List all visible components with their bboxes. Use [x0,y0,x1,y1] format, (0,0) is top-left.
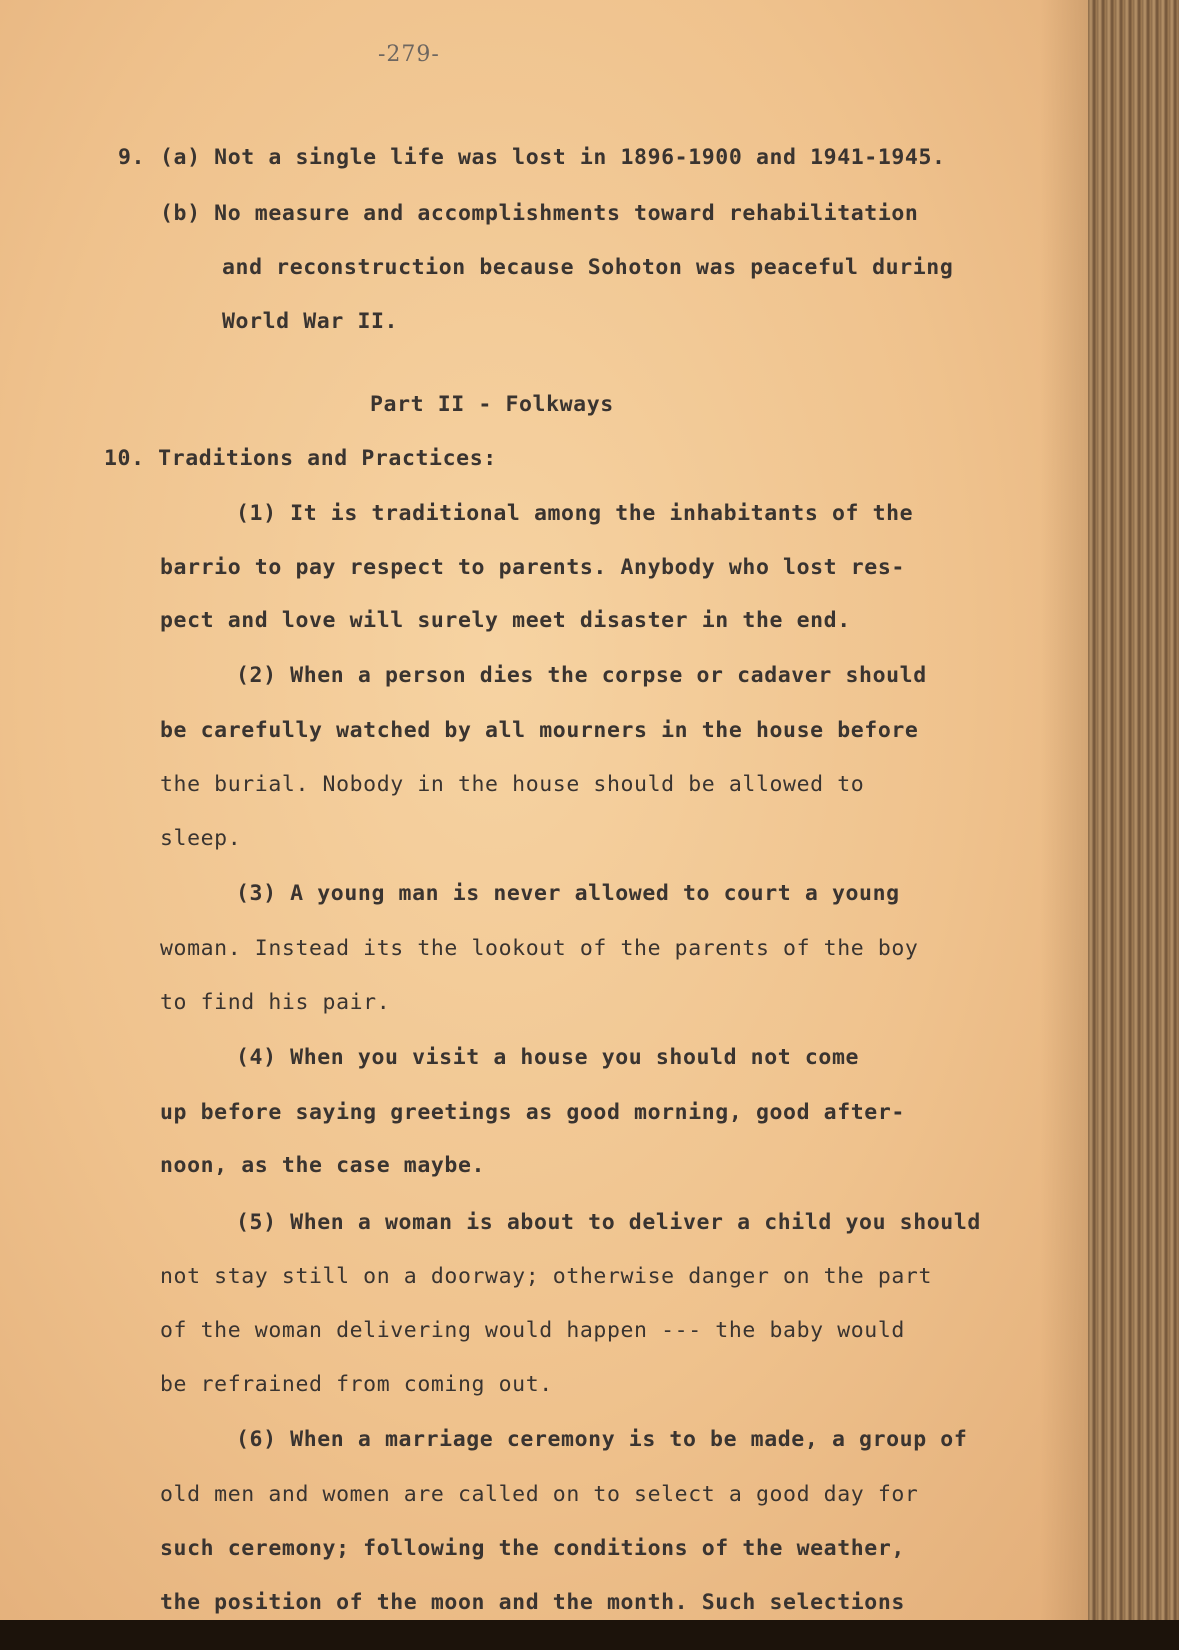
paragraph-4-line: noon, as the case maybe. [160,1153,486,1178]
paragraph-2-line: the burial. Nobody in the house should be allowed to [160,772,865,797]
part-heading: Part II - Folkways [370,392,614,417]
paragraph-4-line: up before saying greetings as good morning, good after- [160,1100,905,1125]
paragraph-5-line: be refrained from coming out. [160,1372,553,1397]
paragraph-2-line: be carefully watched by all mourners in the house before [160,718,919,743]
paragraph-1-line: barrio to pay respect to parents. Anybody who lost res- [160,555,905,580]
section-9-item-b-line: and reconstruction because Sohoton was peaceful during [222,255,954,280]
paragraph-6-line: such ceremony; following the conditions of the weather, [160,1536,905,1561]
paragraph-3-line: (3) A young man is never allowed to court a young [236,881,900,906]
bottom-shadow [0,1620,1179,1650]
paragraph-5-line: (5) When a woman is about to deliver a child you should [236,1210,981,1235]
section-9-item-b-line: (b) No measure and accomplishments toward rehabilitation [160,201,919,226]
paragraph-6-line: old men and women are called on to select a good day for [160,1482,919,1507]
paragraph-1-line: (1) It is traditional among the inhabitants of the [236,501,914,526]
paragraph-5-line: of the woman delivering would happen --- the baby would [160,1318,905,1343]
section-10-heading: 10. Traditions and Practices: [104,446,497,471]
paragraph-2-line: sleep. [160,826,242,851]
paragraph-6-line: the position of the moon and the month. Such selections [160,1590,905,1615]
page-number: -279- [378,42,440,67]
paragraph-4-line: (4) When you visit a house you should not come [236,1045,860,1070]
book-page-edges [1088,0,1179,1650]
section-9-item-b-line: World War II. [222,309,399,334]
paragraph-2-line: (2) When a person dies the corpse or cadaver should [236,663,927,688]
paragraph-3-line: woman. Instead its the lookout of the parents of the boy [160,936,919,961]
paragraph-6-line: (6) When a marriage ceremony is to be made, a group of [236,1427,968,1452]
section-9-item-a: (a) Not a single life was lost in 1896-1900 and 1941-1945. [160,145,946,170]
paragraph-5-line: not stay still on a doorway; otherwise danger on the part [160,1264,933,1289]
paragraph-1-line: pect and love will surely meet disaster in the end. [160,608,851,633]
section-9-number: 9. [118,145,146,170]
paragraph-3-line: to find his pair. [160,990,391,1015]
